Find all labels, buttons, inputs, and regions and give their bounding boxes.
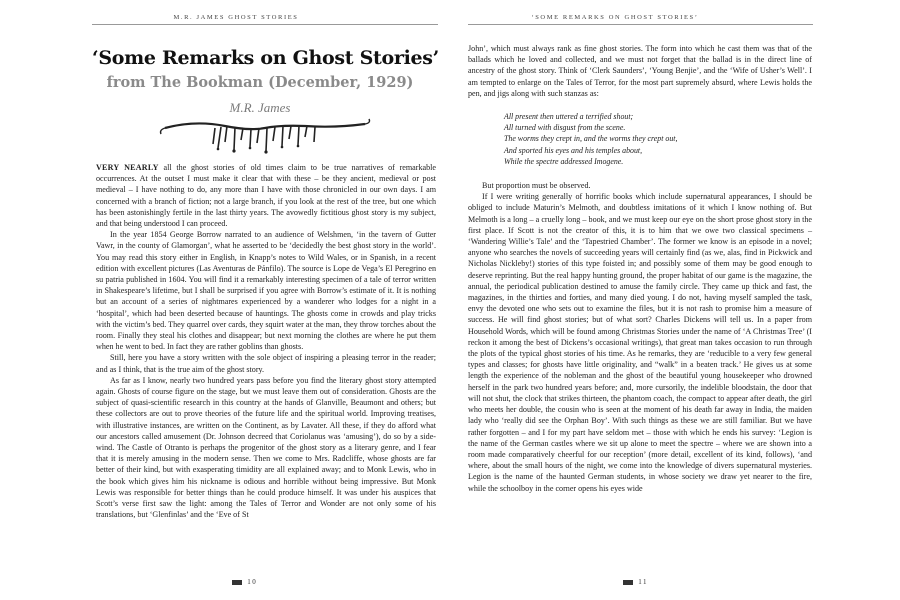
verse-line: All present then uttered a terrified shout;	[504, 112, 634, 122]
verse-line: All turned with disgust from the scene.	[504, 123, 626, 133]
paragraph: VERY NEARLY all the ghost stories of old times claim to be true narratives of remarkable occurrences. At the outset I must make it clear that with these – be they ancient, medieval or post medieval – I have nothing to do, any more than I have with those chronicled in our own days. I am concerned with a branch of fiction; not a large branch, if you look at the rest of the tree, but one which has been astonishingly fertile in the last thirty years. The avowedly fictitious ghost story is my subject, and that being understood I can proceed.	[96, 163, 436, 229]
body-text	[96, 162, 436, 521]
paragraph: But proportion must be observed.	[482, 181, 591, 191]
paragraph: If I were writing generally of horrific books which include supernatural appearances, I should be obliged to include Maturin’s Melmoth, and doubtless imitations of it which I know nothing of. But Melmoth is a long – a cruelly long – book, and we must keep our eye on the short prose ghost story in the first place. If Scott is not the creator of this, it is to him that we owe two classical specimens – ‘Wandering Willie’s Tale’ and the ‘Tapestried Chamber’. The former we know is an episode in a novel; anyone who searches the novels of succeeding years will certainly find (as we, alas, find in Pickwick and Nicholas Nickleby!) stories of this type foisted in; and possibly some of them may be good enough to deserve reprinting. But the real happy hunting ground, the proper habitat of our game is the magazine, the annual, the periodical publication destined to amuse the family circle. They came up thick and fast, the magazines, in the thirties and forties, and many died young. I do not, having myself sampled the task, envy the devoted one who sets out to examine the files, but it is not rash to promise him a measure of success. He will find ghost stories; but of what sort? Charles Dickens will tell us. In a paper from Household Words, which will be found among Christmas Stories under the name of ‘A Christmas Tree’ (I reckon it among the best of Dickens’s occasional writings), that great man takes occasion to run through the plots of the typical ghost stories of his time. As he remarks, they are ‘reducible to a very few general types and classes; for ghosts have little originality, and “walk” in a beaten track.’ He gives us at some length the experience of the nobleman and the ghost of the beautiful young housekeeper who drowned herself in the park two hundred years before; and, more cursorily, the indelible bloodstain, the door that will not shut, the clock that strikes thirteen, the phantom coach, the compact to appear after death, the girl who meets her double, the cousin who is seen at the moment of his death far away in India, the maiden lady who ‘really did see the Orphan Boy’. With such things as these we are still familiar. But we have rather forgotten – and I for my part have seldom met – those with which he ends his survey: ‘Legion is the name of the German castles where we sit up alone to meet the spectre – where we are shown into a room made comparatively cheerful for our reception’ (more detail, excellent of its kind, follows), ‘and where, about the small hours of the night, we come into the knowledge of divers supernatural mysteries. Legion is the name of the haunted German students, in whose society we draw yet nearer to the fire, while the schoolboy in the corner opens his eyes wide	[468, 192, 812, 493]
right-page	[450, 0, 900, 600]
verse-line: And sported his eyes and his temples about,	[504, 145, 643, 155]
running-head: M.R. JAMES GHOST STORIES	[173, 14, 299, 21]
verse-line: While the spectre addressed Imogene.	[504, 156, 624, 166]
verse-line: The worms they crept in, and the worms they crept out,	[504, 134, 678, 144]
page-number: 11	[623, 578, 648, 586]
running-head: ‘SOME REMARKS ON GHOST STORIES’	[531, 14, 699, 21]
header-rule	[92, 24, 438, 25]
decorative-flourish-icon	[155, 114, 375, 154]
paragraph: As far as I know, nearly two hundred years pass before you find the literary ghost story attempted again. Ghosts of course figure on the stage, but we must leave them out of consideration. Ghosts are the subject of quasi-scientific research in this country at the hands of Glanville, Beaumont and others; but these collectors are out to prove theories of the future life and the spiritual world. Improving treatises, with illustrative instances, are written on the Continent, as by Lavater. All these, if they do afford what our ancestors called amusement (Dr. Johnson decreed that Coriolanus was ‘amusing’), do so by a side-wind. The Castle of Otranto is perhaps the progenitor of the ghost story as a literary genre, and I fear that it is merely amusing in the modern sense. Then we come to Mrs. Radcliffe, whose ghosts are far better of their kind, but with exasperating timidity are all explained away; and to Monk Lewis, who in the book which gives him his nickname is odious and horrible without being impressive. But Monk Lewis was responsible for better things than he could produce himself. It was under his auspices that Scott’s verse first saw the light: among the Tales of Terror and Wonder are not only some of his translations, but ‘Glenfinlas’ and the ‘Eve of St	[96, 375, 436, 520]
drop-lead-words: VERY NEARLY	[96, 163, 159, 172]
paragraph: Still, here you have a story written with the sole object of inspiring a pleasing terror in the reader; and as I think, that is the true aim of the ghost story.	[96, 353, 436, 374]
page-number: 10	[232, 578, 257, 586]
paragraph: John’, which must always rank as fine ghost stories. The form into which he cast them was that of the ballads which he loved and collected, and we must not forget that the ballad is in the direct line of ancestry of the ghost story. Think of ‘Clerk Saunders’, ‘Young Benjie’, and the ‘Wife of Usher’s Well’. I am tempted to enlarge on the Tales of Terror, for the most part supremely absurd, where Lewis holds the pen, and jigs along with such stanzas as:	[468, 44, 812, 98]
verse-quotation	[504, 111, 812, 167]
page-title: ‘Some Remarks on Ghost Stories’	[92, 47, 439, 69]
folio-ornament-icon	[623, 580, 633, 585]
paragraph: In the year 1854 George Borrow narrated to an audience of Welshmen, ‘in the tavern of Gutter Vawr, in the county of Glamorgan’, what he asserted to be ‘decidedly the best ghost story in the world’. You may read this story either in English, in Knapp’s notes to Wild Wales, or in Spanish, in a recent edition with excellent pictures (Las Aventuras de Pánfilo). The source is Lope de Vega’s El Peregrino en su patria published in 1604. You will find it a remarkably interesting specimen of a tale of terror written in Shakespeare’s lifetime, but I shall be surprised if you agree with Borrow’s estimate of it. It is nothing but an account of a series of nightmares experienced by a wanderer who lodges for a night in a ‘hospital’, which had been deserted because of hauntings. The ghosts come in crowds and play tricks with the victim’s bed. They quarrel over cards, they squirt water at the man, they throw torches about the room. Finally they steal his clothes and disappear; but next morning the clothes are where he put them when he went to bed. In fact they are rather goblins than ghosts.	[96, 230, 436, 352]
folio-ornament-icon	[232, 580, 242, 585]
header-rule	[468, 24, 813, 25]
page-subtitle: from The Bookman (December, 1929)	[106, 74, 414, 91]
author-name: M.R. James	[229, 100, 291, 115]
body-text	[468, 43, 812, 494]
